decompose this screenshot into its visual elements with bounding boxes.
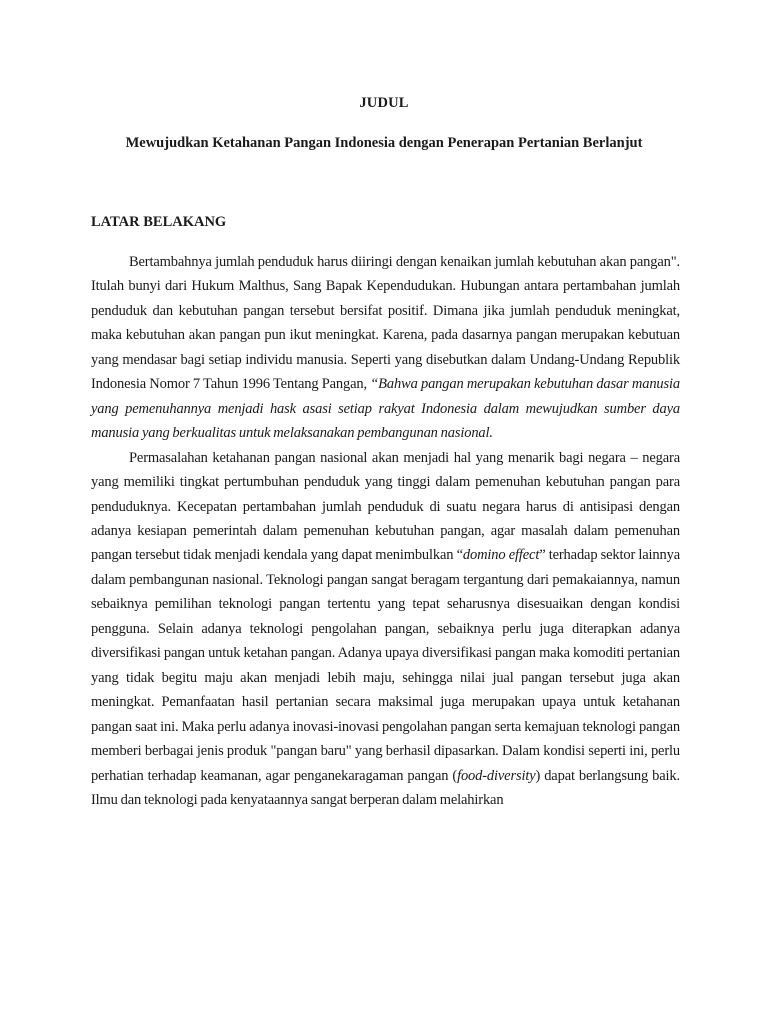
law-quote: “Bahwa pangan merupakan kebutuhan dasar manusia yang pemenuhannya menjadi hask asasi setiap rakyat Indonesia dalam mewujudkan sumber daya manusia yang berkualitas untuk melaksanakan pembangunan nasional. xyxy=(91,376,680,442)
paragraph-1-text: Bertambahnya jumlah penduduk harus diiringi dengan kenaikan jumlah kebutuhan akan pangan". Itulah bunyi dari Hukum Malthus, Sang Bapak Kependudukan. Hubungan antara pertambahan jumlah penduduk dan kebutuhan pangan tersebut bersifat positif. Dimana jika jumlah penduduk meningkat, maka kebutuhan akan pangan pun ikut meningkat. Karena, pada dasarnya pangan merupakan kebutuan yang mendasar bagi setiap individu manusia. Seperti yang disebutkan dalam Undang-Undang Republik Indonesia Nomor 7 Tahun 1996 Tentang Pangan, xyxy=(91,254,680,393)
body-text xyxy=(91,250,680,812)
paragraph-2-italic-food-diversity: food-diversity xyxy=(457,767,536,784)
document-subtitle: Mewujudkan Ketahanan Pangan Indonesia dengan Penerapan Pertanian Berlanjut xyxy=(125,135,643,151)
paragraph-2-text-3: ) dapat berlangsung baik. Ilmu dan teknologi pada kenyataannya sangat berperan dalam melahirkan xyxy=(91,767,680,808)
paragraph-2-text-2: ” terhadap sektor lainnya dalam pembangunan nasional. Teknologi pangan sangat beragam tergantung dari pemakaiannya, namun sebaiknya pemilihan teknologi pangan tertentu yang tepat seharusnya disesuaikan dengan kondisi pengguna. Selain adanya teknologi pengolahan pangan, sebaiknya perlu juga diterapkan adanya diversifikasi pangan untuk ketahan pangan. Adanya upaya diversifikasi pangan maka komoditi pertanian yang tidak begitu maju akan menjadi lebih maju, sehingga nilai jual pangan tersebut juga akan meningkat. Pemanfaatan hasil pertanian secara maksimal juga merupakan upaya untuk ketahanan pangan saat ini. Maka perlu adanya inovasi-inovasi pengolahan pangan serta kemajuan teknologi pangan memberi berbagai jenis produk "pangan baru" yang berhasil dipasarkan. Dalam kondisi seperti ini, perlu perhatian terhadap keamanan, agar penganekaragaman pangan ( xyxy=(91,547,681,784)
paragraph-2-italic-domino: domino effect xyxy=(462,547,540,564)
document-title: JUDUL xyxy=(359,95,409,111)
paragraph-1 xyxy=(91,250,680,446)
paragraph-2 xyxy=(91,446,680,813)
paragraph-2-text-1: Permasalahan ketahanan pangan nasional akan menjadi hal yang menarik bagi negara – negara yang memiliki tingkat pertumbuhan penduduk yang tinggi dalam pemenuhan kebutuhan pangan para penduduknya. Kecepatan pertambahan jumlah penduduk di suatu negara harus di antisipasi dengan adanya kesiapan pemerintah dalam pemenuhan kebutuhan pangan, agar masalah dalam pemenuhan pangan tersebut tidak menjadi kendala yang dapat menimbulkan “ xyxy=(91,449,680,564)
section-heading: LATAR BELAKANG xyxy=(91,214,227,230)
